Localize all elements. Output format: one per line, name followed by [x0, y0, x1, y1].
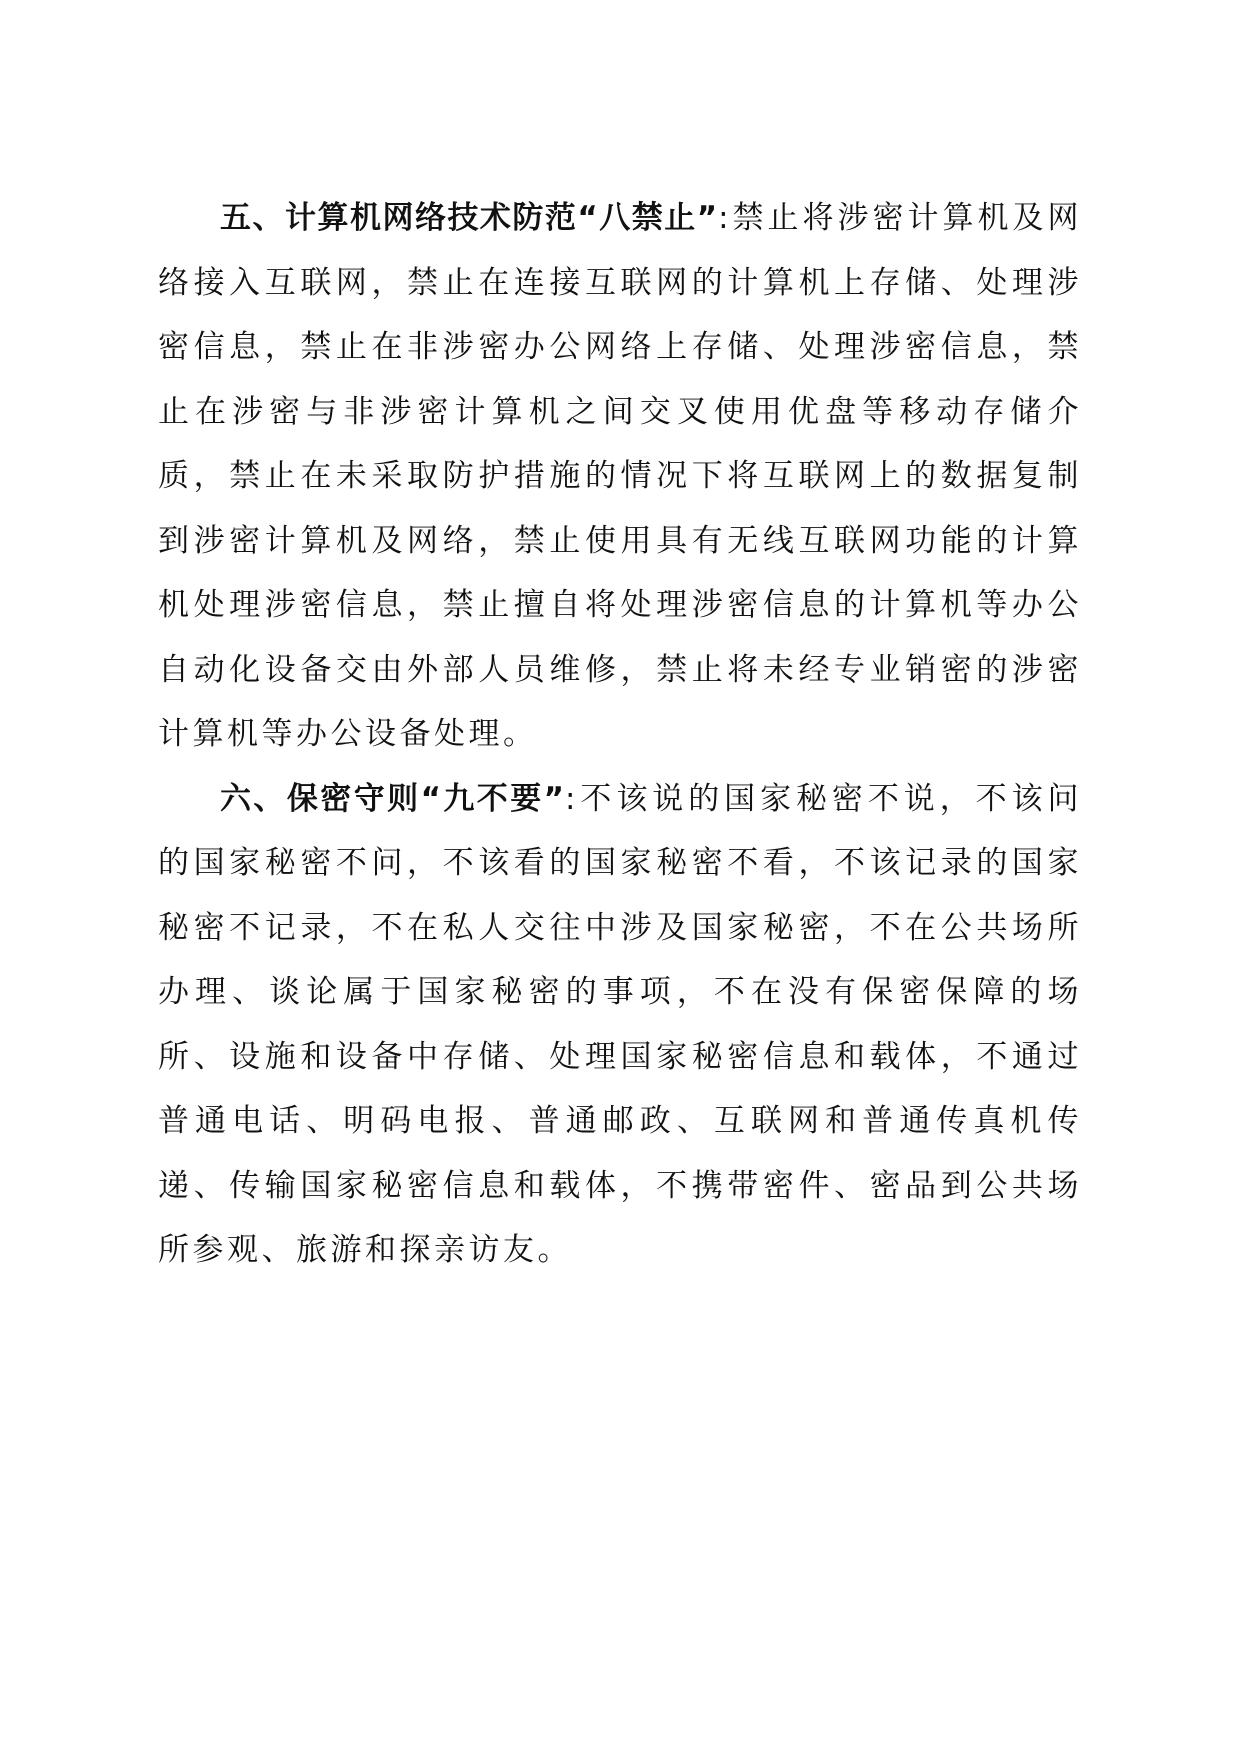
document-body: [158, 186, 1082, 1283]
section-five-heading: 五、计算机网络技术防范“八禁止”: [220, 200, 719, 236]
section-six-heading: 六、保密守则“九不要”: [220, 780, 566, 817]
section-five-text: :禁止将涉密计算机及网络接入互联网，禁止在连接互联网的计算机上存储、处理涉密信息，禁止在非涉密办公网络上存储、处理涉密信息，禁止在涉密与非涉密计算机之间交叉使用优盘等移动存储介质，禁止在未采取防护措施的情况下将互联网上的数据复制到涉密计算机及网络，禁止使用具有无线互联网功能的计算机处理涉密信息，禁止擅自将处理涉密信息的计算机等办公自动化设备交由外部人员维修，禁止将未经专业销密的涉密计算机等办公设备处理。: [158, 200, 1082, 752]
section-six-paragraph: [158, 767, 1082, 1283]
section-six-text: :不该说的国家秘密不说，不该问的国家秘密不问，不该看的国家秘密不看，不该记录的国家秘密不记录，不在私人交往中涉及国家秘密，不在公共场所办理、谈论属于国家秘密的事项，不在没有保密保障的场所、设施和设备中存储、处理国家秘密信息和载体，不通过普通电话、明码电报、普通邮政、互联网和普通传真机传递、传输国家秘密信息和载体，不携带密件、密品到公共场所参观、旅游和探亲访友。: [158, 780, 1082, 1268]
section-five-paragraph: [158, 186, 1082, 767]
